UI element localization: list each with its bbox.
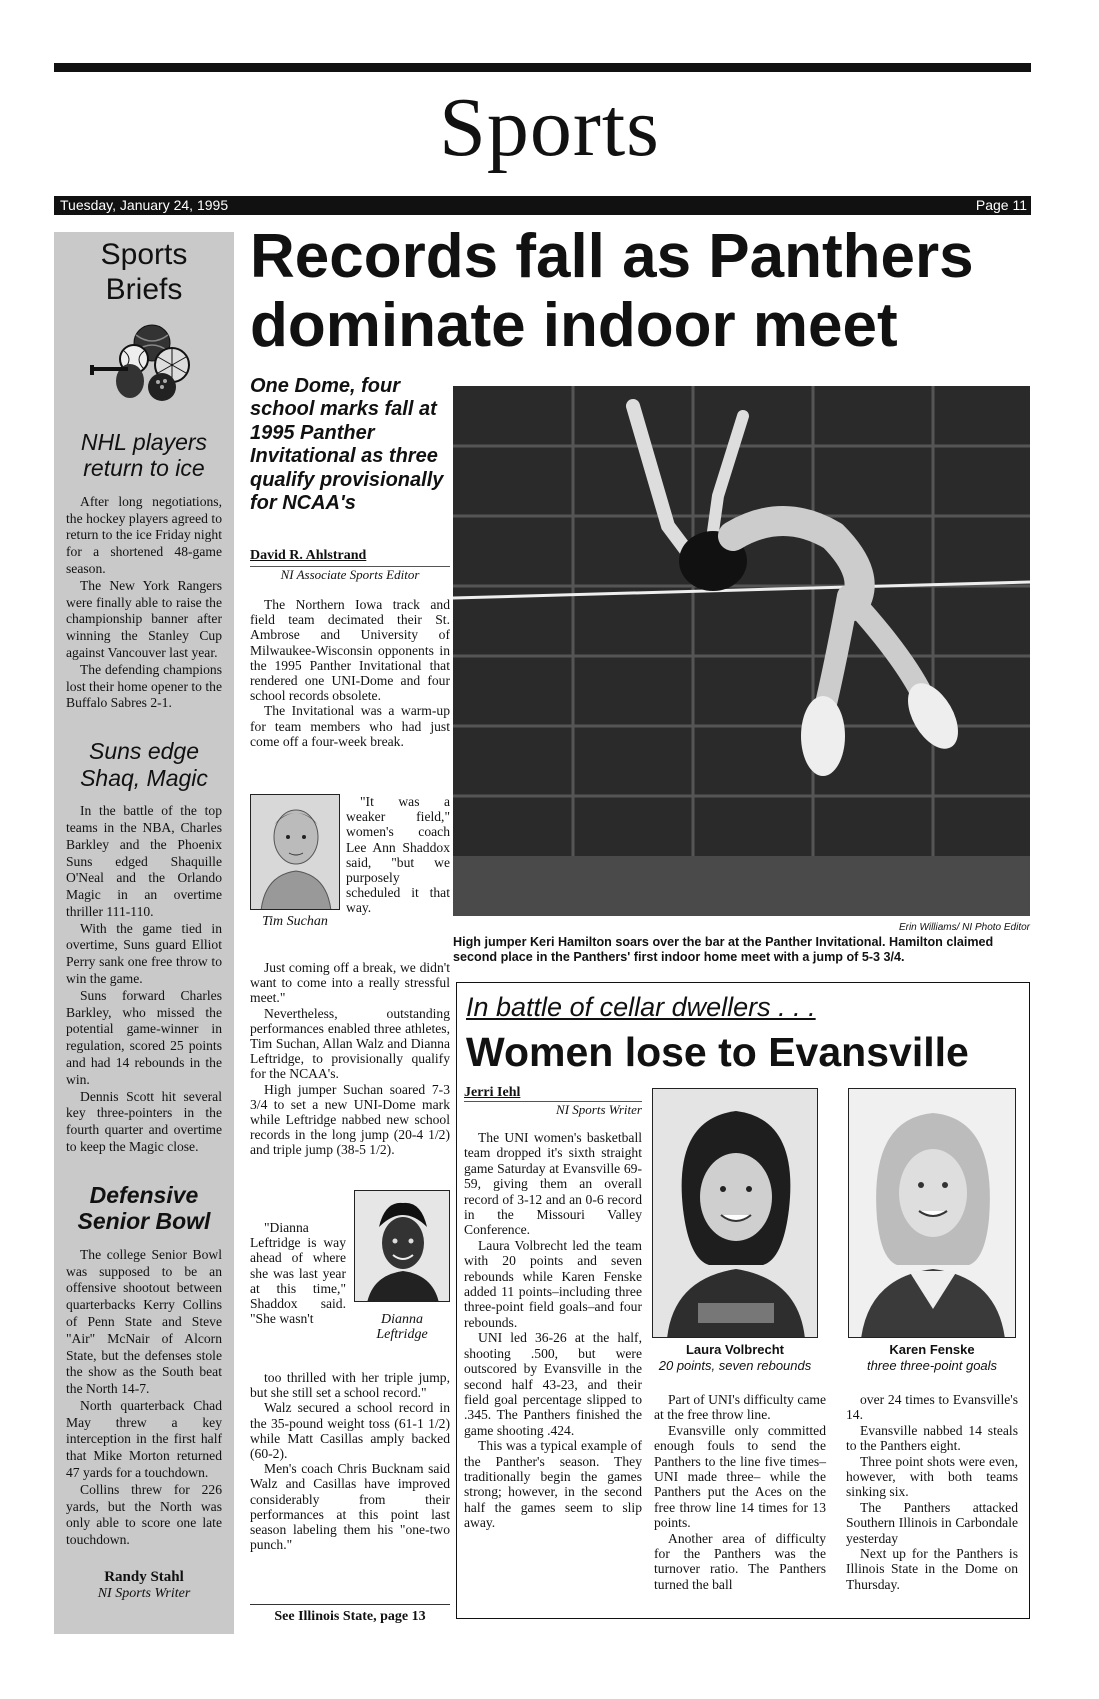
sports-briefs-sidebar — [54, 232, 234, 1634]
story-paragraph: Part of UNI's difficulty came at the free throw line. — [654, 1392, 826, 1423]
sidebar-role: NI Sports Writer — [97, 1586, 191, 1602]
section-title: Sports — [439, 81, 660, 174]
story-paragraph: The Panthers attacked Southern Illinois in Carbondale yesterday — [846, 1499, 1018, 1546]
photo-2-name: Karen Fenske — [889, 1342, 975, 1357]
story-paragraph: This was a typical example of the Panther's season. They traditionally begin the games strong; however, in the second half the games seem to slip away. — [464, 1438, 642, 1531]
brief-paragraph: The New York Rangers were finally able to raise the championship banner after winning the Stanley Cup against Vancouver last year. — [66, 577, 222, 661]
issue-date: Tuesday, January 24, 1995 — [60, 197, 229, 213]
brief-headline: NHL players return to ice — [80, 429, 208, 482]
story-paragraph: Three point shots were even, however, with both teams sinking six. — [846, 1453, 1018, 1500]
brief-1 — [66, 429, 222, 712]
photo-2-desc: three three-point goals — [866, 1358, 998, 1373]
story-paragraph: Evansville nabbed 14 steals to the Panthers eight. — [846, 1422, 1018, 1454]
story-paragraph: Laura Volbrecht led the team with 20 points and seven rebounds while Karen Fenske added 11 points–including three three-point field goals–and four rebounds. — [464, 1237, 642, 1330]
photo-1-desc: 20 points, seven rebounds — [658, 1358, 812, 1373]
main-headline: Records fall as Panthers dominate indoor meet — [250, 222, 974, 361]
story-paragraph: The UNI women's basketball team dropped it's sixth straight game Saturday at Evansville 69-59, giving them an overall record of 3-12 and an 0-6 record in the Missouri Valley Conference. — [464, 1130, 642, 1238]
story-column-middle — [250, 960, 450, 1158]
brief-headline: Defensive Senior Bowl — [77, 1181, 211, 1235]
mugshot-tim-suchan — [250, 794, 340, 910]
story-paragraph: Next up for the Panthers is Illinois State in the Dome on Thursday. — [846, 1546, 1018, 1592]
story-column-top — [250, 597, 450, 749]
story-2-headline: Women lose to Evansville — [466, 1029, 969, 1075]
story-paragraph: Another area of difficulty for the Panthers was the turnover ratio. The Panthers turned the ball — [654, 1530, 826, 1592]
sidebar-title: Sports Briefs — [100, 238, 188, 306]
jump-line: See Illinois State, page 13 — [250, 1604, 450, 1625]
person-photo-icon — [653, 1089, 818, 1338]
photo-credit: Erin Williams/ NI Photo Editor — [898, 922, 1030, 933]
brief-paragraph: Dennis Scott hit several key three-pointers in the fourth quarter and overtime to keep the Magic close. — [66, 1088, 222, 1155]
brief-2 — [66, 738, 222, 1156]
brief-paragraph: The defending champions lost their home opener to the Buffalo Sabres 2-1. — [66, 661, 222, 711]
photo-caption: High jumper Keri Hamilton soars over the bar at the Panther Invitational. Hamilton claimed second place in the Panthers' first indoor home meet with a jump of 5-3 3/4. — [453, 935, 994, 964]
mugshot-caption: Dianna Leftridge — [376, 1312, 428, 1343]
story-byline: David R. Ahlstrand — [250, 548, 367, 563]
sports-balls-icon — [84, 321, 204, 403]
high-jump-photo — [453, 386, 1030, 916]
brief-paragraph: Suns forward Charles Barkley, who missed the potential game-winner in regulation, scored 25 points and had 14 rebounds in the win. — [66, 987, 222, 1087]
person-photo-icon — [849, 1089, 1016, 1338]
brief-paragraph: The college Senior Bowl was supposed to be an offensive shootout between quarterbacks Kerry Collins of Penn State and Steve "Air" McNair of Alcorn State, but the defenses stole the show as the South beat the North 14-7. — [66, 1246, 222, 1397]
story-2-column-1 — [464, 1130, 642, 1531]
top-rule — [54, 63, 1031, 72]
story-byline-role: NI Associate Sports Editor — [250, 566, 450, 583]
mugshot-caption: Tim Suchan — [262, 914, 328, 929]
story-paragraph: Nevertheless, outstanding performances enabled three athletes, Tim Suchan, Allan Walz and Dianna Leftridge, to provisionally qualify for the NCAA's. — [250, 1005, 450, 1082]
brief-paragraph: After long negotiations, the hockey players agreed to return to the ice Friday night for a shortened 48-game season. — [66, 493, 222, 577]
story-2-byline: Jerri Iehl — [464, 1085, 521, 1100]
story-paragraph: UNI led 36-26 at the half, shooting .500, but were outscored by Evansville in the second half 43-23, and their field goal percentage slipped to .345. The Panthers finished the game shooting .424. — [464, 1330, 642, 1438]
high-jumper-photo-icon — [453, 386, 1030, 916]
story-paragraph: Men's coach Chris Bucknam said Walz and Casillas have improved considerably from their performances at this point last season labeling them his "one-two punch." — [250, 1461, 450, 1553]
story-paragraph: too thrilled with her triple jump, but she still set a school record." — [250, 1370, 450, 1401]
story-2-kicker: In battle of cellar dwellers . . . — [466, 992, 816, 1022]
photo-karen-fenske — [848, 1088, 1016, 1338]
page-number: Page 11 — [975, 197, 1027, 213]
story-paragraph: over 24 times to Evansville's 14. — [846, 1392, 1018, 1423]
mugshot-dianna-leftridge — [354, 1190, 450, 1302]
story-2-role: NI Sports Writer — [464, 1101, 642, 1118]
story-paragraph: Just coming off a break, we didn't want to come into a really stressful meet." — [250, 960, 450, 1006]
sidebar-byline: Randy Stahl — [104, 1569, 184, 1586]
story-paragraph: The Invitational was a warm-up for team members who had just come off a four-week break. — [250, 703, 450, 749]
story-paragraph: "Dianna Leftridge is way ahead of where she was last year at this time," Shaddox said. "She wasn't — [250, 1220, 346, 1327]
brief-3 — [66, 1182, 222, 1549]
story-column-end — [250, 1370, 450, 1552]
date-bar — [54, 196, 1031, 215]
brief-paragraph: With the game tied in overtime, Suns guard Elliot Perry sank one free throw to win the game. — [66, 920, 222, 987]
story-paragraph: Evansville only committed enough fouls to send the Panthers to the line five times–UNI made three– while the Panthers put the Aces on the free throw line 14 times for 13 points. — [654, 1422, 826, 1531]
story-paragraph: Walz secured a school record in the 35-pound weight toss (61-1 1/2) while Matt Casillas amply backed (60-2). — [250, 1400, 450, 1462]
story-deck: One Dome, four school marks fall at 1995 Panther Invitational as three qualify provisionally for NCAA's — [250, 375, 444, 514]
person-photo-icon — [355, 1191, 450, 1302]
story-paragraph: High jumper Suchan soared 7-3 3/4 to set a new UNI-Dome mark while Leftridge nabbed new school records in the long jump (20-4 1/2) and triple jump (38-5 1/2). — [250, 1081, 450, 1158]
story-column-wrap-2 — [250, 1220, 346, 1326]
photo-laura-volbrecht — [652, 1088, 818, 1338]
story-column-wrap — [346, 794, 450, 916]
brief-paragraph: Collins threw for 226 yards, but the North was only able to score one late touchdown. — [66, 1481, 222, 1548]
story-paragraph: The Northern Iowa track and field team decimated their St. Ambrose and University of Milwaukee-Wisconsin opponents in the 1995 Panther Invitational that rendered one UNI-Dome and four school records obsolete. — [250, 597, 450, 704]
brief-paragraph: North quarterback Chad May threw a key interception in the first half that Mike Morton returned 47 yards for a touchdown. — [66, 1397, 222, 1481]
story-2-column-2 — [654, 1392, 826, 1592]
photo-1-name: Laura Volbrecht — [685, 1342, 784, 1357]
brief-headline: Suns edge Shaq, Magic — [80, 738, 208, 791]
story-2-column-3 — [846, 1392, 1018, 1592]
person-photo-icon — [251, 795, 340, 910]
story-paragraph: "It was a weaker field," women's coach Lee Ann Shaddox said, "but we purposely scheduled it that way. — [346, 794, 450, 916]
brief-paragraph: In the battle of the top teams in the NBA, Charles Barkley and the Phoenix Suns edged Shaquille O'Neal and the Orlando Magic in an overtime thriller 111-110. — [66, 803, 222, 919]
